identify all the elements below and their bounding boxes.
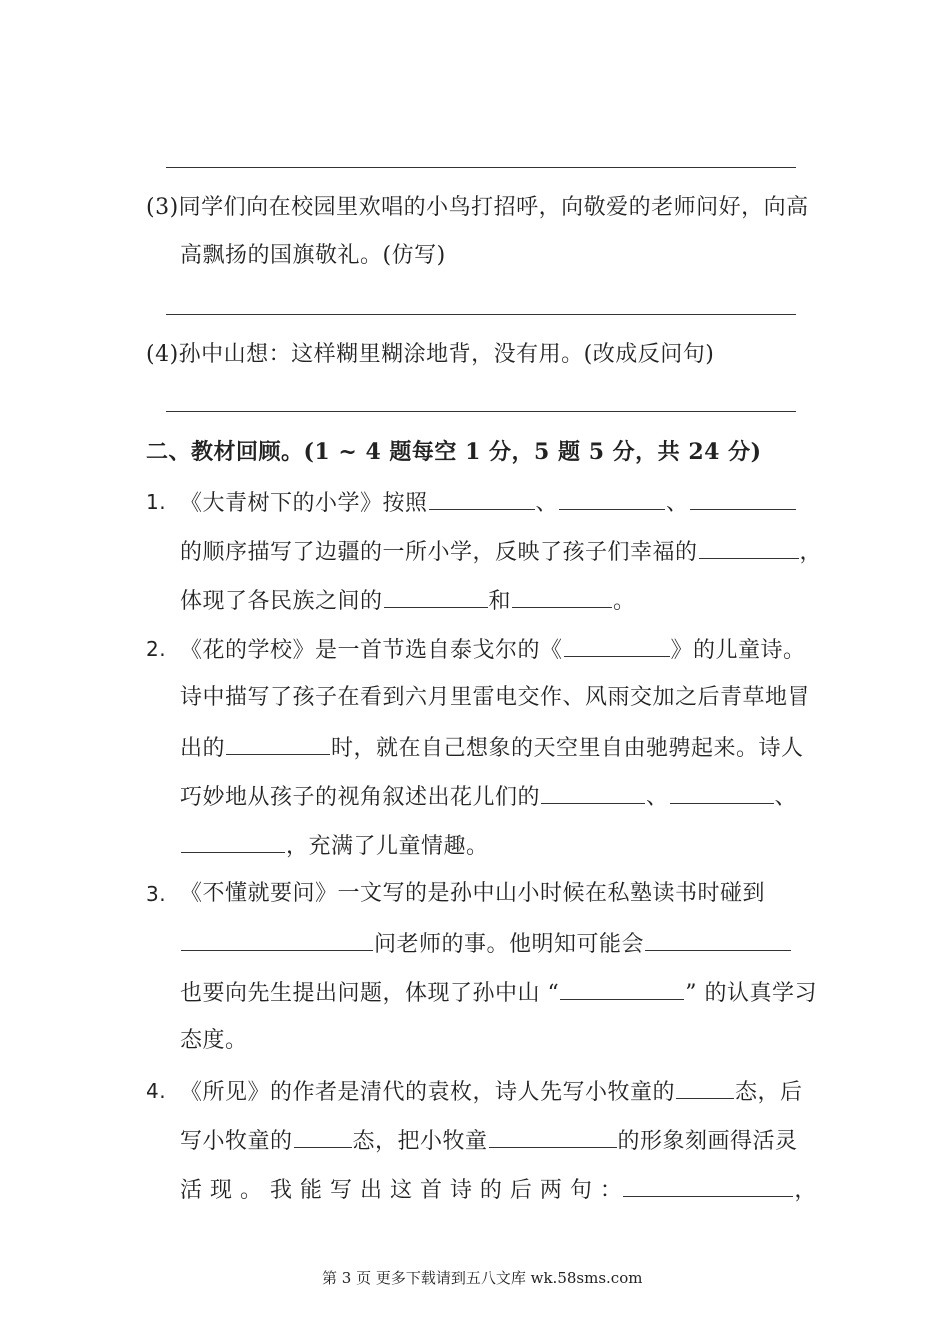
item-3-number: 3. xyxy=(146,882,167,906)
item-1-blank-2[interactable] xyxy=(559,487,665,510)
item-4-text-f: 活 现 。 我 能 写 出 这 首 诗 的 后 两 句 ： xyxy=(180,1178,623,1203)
item-2-text-b: 》的儿童诗。 xyxy=(670,638,806,663)
item-4-blank-2[interactable] xyxy=(294,1125,352,1148)
item-2-text-d: 时，就在自己想象的天空里自由驰骋起来。诗人 xyxy=(331,736,804,761)
item-1-text-f: 。 xyxy=(613,589,636,614)
item-1-line3 xyxy=(180,585,636,617)
item-2-blank-4[interactable] xyxy=(670,781,774,804)
item-3-blank-2[interactable] xyxy=(645,928,791,951)
item-1-sep-2: 、 xyxy=(666,491,689,516)
item-1-line1 xyxy=(180,487,797,519)
item-2-line5 xyxy=(180,830,489,862)
item-2-text-f: ，充满了儿童情趣。 xyxy=(286,834,489,859)
item-4-line1 xyxy=(180,1076,803,1108)
item-2-sep-1: 、 xyxy=(646,785,669,810)
item-2-line4 xyxy=(180,781,797,813)
item-4-text-a: 《所见》的作者是清代的袁枚，诗人先写小牧童的 xyxy=(180,1080,676,1105)
item-2-number: 2. xyxy=(146,637,167,661)
item-4-text-d: 态，把小牧童 xyxy=(352,1129,488,1154)
item-3-line1: 《不懂就要问》一文写的是孙中山小时候在私塾读书时碰到 xyxy=(180,881,766,906)
item-4-blank-4[interactable] xyxy=(623,1174,793,1197)
item-1-text-b: 的顺序描写了边疆的一所小学，反映了孩子们幸福的 xyxy=(180,540,698,565)
item-1-blank-1[interactable] xyxy=(429,487,535,510)
question-3-line1: (3)同学们向在校园里欢唱的小鸟打招呼，向敬爱的老师问好，向高 xyxy=(146,195,809,220)
item-3-text-c: ” 的认真学习 xyxy=(685,981,817,1006)
item-3-line3 xyxy=(180,977,817,1009)
answer-line-q3[interactable] xyxy=(166,314,796,315)
item-4-blank-3[interactable] xyxy=(489,1125,617,1148)
item-3-blank-3[interactable] xyxy=(560,977,684,1000)
question-4-line1: (4)孙中山想：这样糊里糊涂地背，没有用。(改成反问句) xyxy=(146,342,715,367)
item-1-text-d: 体现了各民族之间的 xyxy=(180,589,383,614)
item-3-text-a: 问老师的事。他明知可能会 xyxy=(374,932,645,957)
item-3-text-b: 也要向先生提出问题，体现了孙中山 “ xyxy=(180,981,560,1006)
item-2-text-c: 出的 xyxy=(180,736,226,761)
item-2-line3 xyxy=(180,732,804,764)
item-1-blank-4[interactable] xyxy=(699,536,799,559)
item-2-blank-5[interactable] xyxy=(181,830,285,853)
item-1-text-c: ， xyxy=(799,540,823,565)
item-1-sep-1: 、 xyxy=(535,491,559,516)
item-4-blank-1[interactable] xyxy=(676,1076,734,1099)
item-1-blank-6[interactable] xyxy=(512,585,612,608)
answer-line-q4[interactable] xyxy=(166,411,796,412)
section-2-heading: 二、教材回顾。(1 ~ 4 题每空 1 分，5 题 5 分，共 24 分) xyxy=(146,439,762,465)
item-2-blank-1[interactable] xyxy=(564,634,670,657)
item-3-blank-1[interactable] xyxy=(181,928,373,951)
item-2-text-e: 巧妙地从孩子的视角叙述出花儿们的 xyxy=(180,785,541,810)
item-2-text-a: 《花的学校》是一首节选自泰戈尔的《 xyxy=(180,638,563,663)
item-1-text-e: 和 xyxy=(488,589,512,614)
item-3-line2 xyxy=(180,928,792,960)
item-2-line2: 诗中描写了孩子在看到六月里雷电交作、风雨交加之后青草地冒 xyxy=(180,685,811,710)
item-2-line1 xyxy=(180,634,806,666)
item-2-sep-2: 、 xyxy=(774,785,798,810)
item-4-line3 xyxy=(180,1174,817,1206)
item-2-blank-3[interactable] xyxy=(541,781,645,804)
item-1-blank-5[interactable] xyxy=(384,585,488,608)
item-4-text-g: ， xyxy=(794,1178,817,1203)
item-3-line4: 态度。 xyxy=(180,1028,248,1053)
item-1-text-a: 《大青树下的小学》按照 xyxy=(180,491,428,516)
item-4-line2 xyxy=(180,1125,798,1157)
answer-line-q2[interactable] xyxy=(166,167,796,168)
item-1-line2 xyxy=(180,536,822,568)
item-4-text-e: 的形象刻画得活灵 xyxy=(617,1129,798,1154)
item-4-text-b: 态，后 xyxy=(735,1080,803,1105)
item-1-blank-3[interactable] xyxy=(690,487,796,510)
item-1-number: 1. xyxy=(146,490,167,514)
item-4-text-c: 写小牧童的 xyxy=(180,1129,293,1154)
item-2-blank-2[interactable] xyxy=(226,732,330,755)
item-4-number: 4. xyxy=(146,1079,167,1103)
page-footer: 第 3 页 更多下载请到五八文库 wk.58sms.com xyxy=(322,1269,643,1287)
question-3-line2: 高飘扬的国旗敬礼。(仿写) xyxy=(180,243,446,268)
